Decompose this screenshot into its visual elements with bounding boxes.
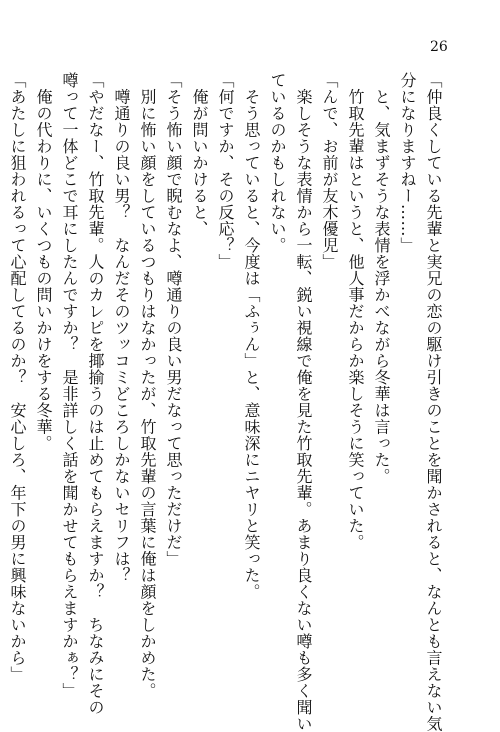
novel-text-body [8, 72, 446, 732]
text-line: 噂って一体どこで耳にしたんですか？ 是非詳しく話を聞かせてもらえますかぁ？」 [60, 72, 79, 699]
text-line: 竹取先輩はというと、他人事だからか楽しそうに笑っていた。 [346, 72, 365, 551]
text-line: 俺が問いかけると、 [190, 72, 209, 237]
text-line: そう思っていると、今度は「ふぅん」と、意味深にニヤリと笑った。 [242, 72, 261, 600]
text-line: 「やだなー、竹取先輩。人のカレピを揶揄うのは止めてもらえますか？ ちなみにその [86, 72, 105, 716]
text-line: 別に怖い顔をしているつもりはなかったが、竹取先輩の言葉に俺は顔をしかめた。 [138, 72, 157, 699]
page-number: 26 [430, 39, 448, 55]
text-line: 「んで、お前が友木優児」 [320, 72, 339, 270]
text-line: 噂通りの良い男？ なんだそのツッコミどころしかないセリフは？ [112, 72, 131, 584]
text-line: 分になりますねー……」 [398, 72, 417, 254]
text-line: 楽しそうな表情から一転、鋭い視線で俺を見た竹取先輩。あまり良くない噂も多く聞い [294, 72, 313, 732]
text-line: 「そう怖い顔で睨むなよ、噂通りの良い男だなって思っただけだ」 [164, 72, 183, 567]
text-line: と、気まずそうな表情を浮かべながら冬華は言った。 [372, 72, 391, 485]
text-line: 「あたしに狙われるって心配してるのか？ 安心しろ、年下の男に興味ないから」 [8, 72, 27, 683]
text-line: ているのかもしれない。 [268, 72, 287, 254]
text-line: 俺の代わりに、いくつもの問いかけをする冬華。 [34, 72, 53, 452]
text-line: 「仲良くしている先輩と実兄の恋の駆け引きのことを聞かされると、なんとも言えない気 [424, 72, 443, 732]
text-line: 「何ですか、その反応？」 [216, 72, 235, 270]
